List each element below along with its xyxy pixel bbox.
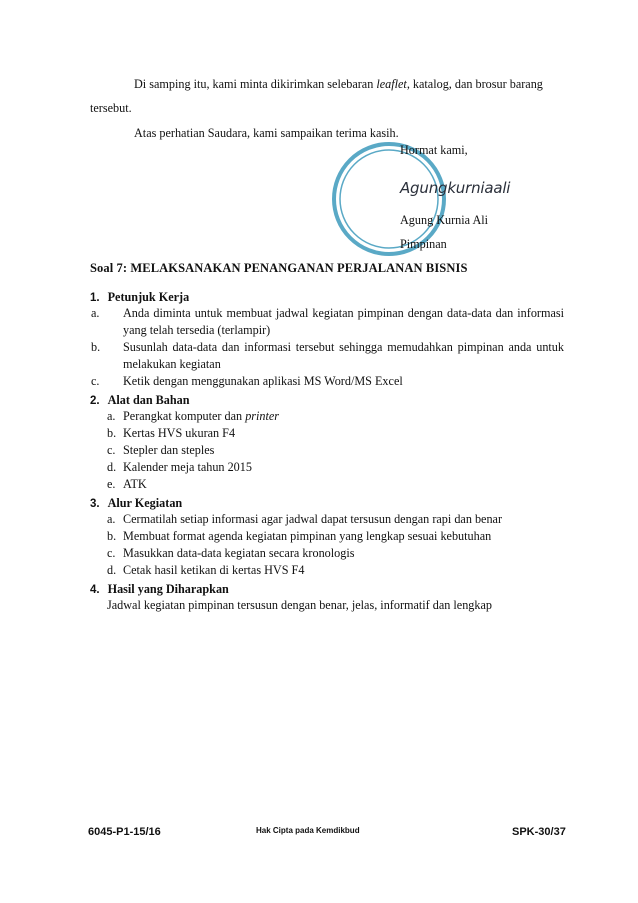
- section-text: Jadwal kegiatan pimpinan tersusun dengan benar, jelas, informatif dan lengkap: [107, 598, 492, 612]
- section-title: Alur Kegiatan: [107, 496, 183, 510]
- list-item-text: Kertas HVS ukuran F4: [123, 426, 236, 440]
- list-item-label: d.: [107, 563, 117, 577]
- list-item: [107, 408, 564, 425]
- footer-page-number: SPK-30/37: [512, 826, 566, 838]
- list-item-text: Anda diminta untuk membuat jadwal kegiatan pimpinan dengan data-data dan informasi yang telah tersedia (terlampir): [123, 306, 564, 337]
- paragraph-italic-text: leaflet: [376, 77, 407, 91]
- section-alur-kegiatan: [90, 494, 564, 579]
- closing-text: Hormat kami,: [400, 143, 468, 157]
- section-hasil-yang-diharapkan: [90, 580, 564, 614]
- list-item-label: a.: [91, 306, 100, 320]
- list-item-label: e.: [107, 477, 116, 491]
- section-number: 4.: [90, 584, 100, 596]
- list-item: [107, 511, 564, 528]
- list-item-label: b.: [91, 340, 101, 354]
- letter-paragraph-1: [90, 76, 564, 92]
- signer-name: Agung Kurnia Ali: [400, 213, 489, 227]
- section-title: Petunjuk Kerja: [107, 290, 190, 304]
- paragraph-text: Di samping itu, kami minta dikirimkan selebaran: [134, 77, 377, 91]
- list-item-text: Cetak hasil ketikan di kertas HVS F4: [123, 563, 305, 577]
- paragraph-text: , katalog, dan brosur barang: [406, 77, 543, 91]
- list-item-label: a.: [107, 409, 116, 423]
- list-item-label: b.: [107, 529, 117, 543]
- letter-paragraph-1-continued: tersebut.: [90, 101, 132, 115]
- list-item: [107, 476, 564, 493]
- list-item-text: Perangkat komputer dan: [123, 409, 246, 423]
- soal-title: Soal 7: MELAKSANAKAN PENANGANAN PERJALANAN BISNIS: [90, 261, 468, 275]
- list-item-text: ATK: [123, 477, 147, 491]
- list-item-label: b.: [107, 426, 117, 440]
- section-number: 1.: [90, 292, 100, 304]
- letter-paragraph-2: Atas perhatian Saudara, kami sampaikan terima kasih.: [134, 126, 399, 140]
- list-item: [91, 339, 564, 373]
- section-alat-dan-bahan: [90, 391, 564, 493]
- list-item-text: Susunlah data-data dan informasi tersebut sehingga memudahkan pimpinan anda untuk melakukan kegiatan: [123, 340, 564, 371]
- list-item: [107, 425, 564, 442]
- handwritten-signature: Agungkurniaali: [400, 179, 511, 197]
- list-item-text: Cermatilah setiap informasi agar jadwal dapat tersusun dengan rapi dan benar: [123, 512, 503, 526]
- list-item: [107, 459, 564, 476]
- footer-copyright: Hak Cipta pada Kemdikbud: [256, 826, 360, 835]
- list-item: [107, 562, 564, 579]
- list-item-text: Kalender meja tahun 2015: [123, 460, 252, 474]
- list-item: [91, 373, 564, 390]
- section-title: Hasil yang Diharapkan: [107, 582, 229, 596]
- list-item-text: Membuat format agenda kegiatan pimpinan yang lengkap sesuai kebutuhan: [123, 529, 492, 543]
- list-item-italic-text: printer: [245, 409, 280, 423]
- signer-position: Pimpinan: [400, 237, 447, 251]
- section-title: Alat dan Bahan: [107, 393, 190, 407]
- section-number: 2.: [90, 395, 100, 407]
- list-item: [91, 305, 564, 339]
- section-number: 3.: [90, 498, 100, 510]
- list-item-label: c.: [107, 546, 116, 560]
- list-item-text: Ketik dengan menggunakan aplikasi MS Word/MS Excel: [123, 374, 403, 388]
- list-item: [107, 442, 564, 459]
- section-petunjuk-kerja: [90, 288, 564, 390]
- list-item-label: a.: [107, 512, 116, 526]
- list-item-text: Masukkan data-data kegiatan secara kronologis: [123, 546, 355, 560]
- footer-document-code: 6045-P1-15/16: [88, 826, 161, 838]
- list-item: [107, 545, 564, 562]
- list-item-label: c.: [91, 374, 100, 388]
- list-item-label: c.: [107, 443, 116, 457]
- list-item: [107, 528, 564, 545]
- list-item-label: d.: [107, 460, 117, 474]
- list-item-text: Stepler dan steples: [123, 443, 215, 457]
